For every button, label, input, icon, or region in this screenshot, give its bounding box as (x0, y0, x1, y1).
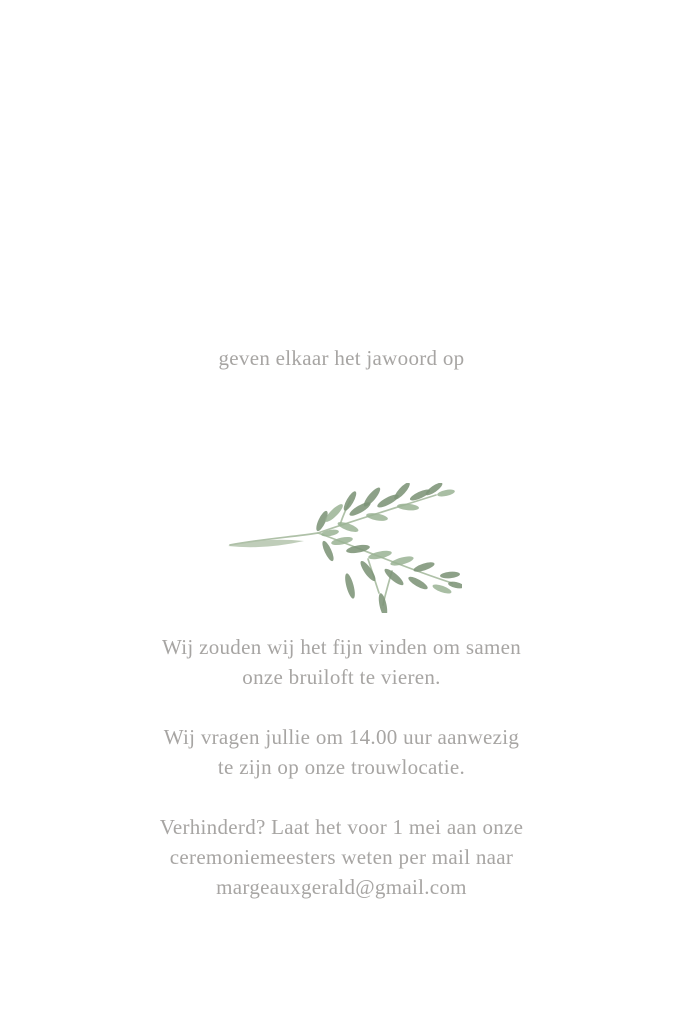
branch-illustration (0, 483, 683, 613)
watercolor-branch-icon (222, 483, 462, 613)
text-line: Wij zouden wij het fijn vinden om samen (161, 635, 522, 659)
email-address: margeauxgerald@gmail.com (216, 875, 467, 899)
text-line: onze bruiloft te vieren. (242, 665, 441, 689)
intro-line: geven elkaar het jawoord op (218, 346, 465, 370)
invitation-body (0, 632, 683, 932)
text-line: te zijn op onze trouwlocatie. (217, 755, 466, 779)
invitation-paragraph (0, 812, 683, 902)
text-line: Verhinderd? Laat het voor 1 mei aan onze (159, 815, 524, 839)
text-line: ceremoniemeesters weten per mail naar (169, 845, 514, 869)
text-line: Wij vragen jullie om 14.00 uur aanwezig (163, 725, 520, 749)
invitation-paragraph (0, 632, 683, 692)
invitation-paragraph (0, 722, 683, 782)
